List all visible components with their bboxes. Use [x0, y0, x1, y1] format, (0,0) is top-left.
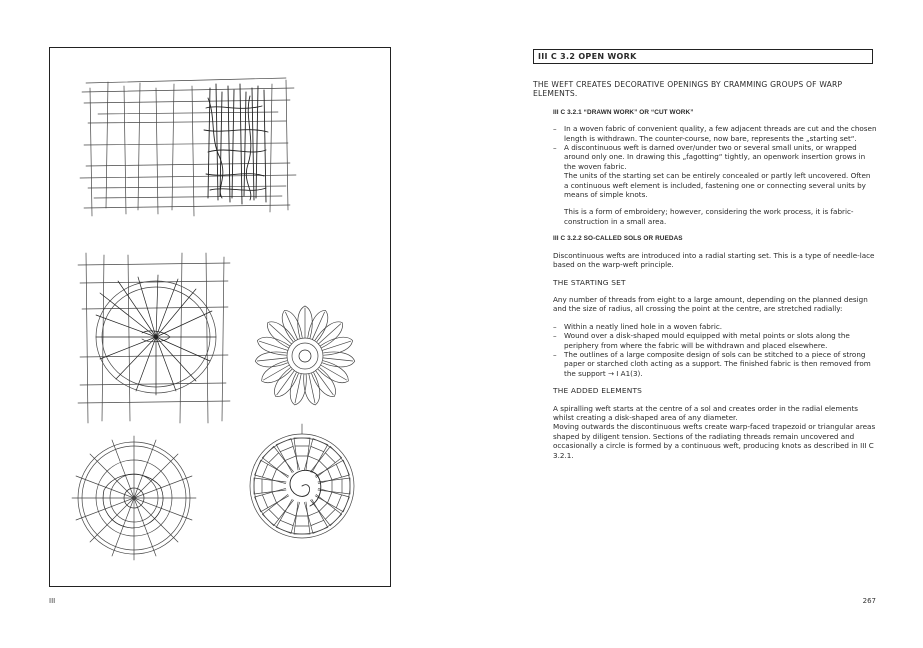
- list-item: – Within a neatly lined hole in a woven fabric.: [553, 322, 877, 331]
- list-item: – A discontinuous weft is darned over/under two or several small units, or wrapped around only one. In drawing this „fagotting“ tightly, an openwork insertion grows in the woven fabric.: [553, 143, 877, 171]
- subsection-heading-drawn-work: III C 3.2.1 “DRAWN WORK” OR “CUT WORK”: [553, 108, 694, 116]
- sketch-drawn-work: [80, 78, 296, 216]
- added-elements-heading: THE ADDED ELEMENTS: [553, 386, 643, 396]
- subsection-heading-sols: III C 3.2.2 SO-CALLED SOLS OR RUEDAS: [553, 235, 683, 243]
- sketch-rosette: [255, 306, 356, 406]
- body-text: [533, 80, 877, 468]
- sketch-plate: [49, 47, 391, 587]
- drawn-work-note: This is a form of embroidery; however, considering the work process, it is fabric-construction in a small area.: [564, 207, 854, 226]
- added-elements-paragraph-2: Moving outwards the discontinuous wefts create warp-faced trapezoid or triangular areas shaped by diligent tension. Sections of the radiating threads remain uncovered and occasionally a circle is formed by a continuous weft, producing knots as described in III C 3.2.1.: [553, 422, 876, 460]
- page-number-left: III: [49, 597, 56, 605]
- indented-content: [533, 108, 877, 460]
- list-item: – Wound over a disk-shaped mould equipped with metal points or slots along the periphery from where the fabric will be withdrawn and placed elsewhere.: [553, 331, 877, 350]
- section-title: III C 3.2 OPEN WORK: [533, 49, 873, 64]
- page-number-right: 267: [862, 597, 876, 605]
- sketch-spiral-wheel: [250, 424, 354, 538]
- intro-statement: THE WEFT CREATES DECORATIVE OPENINGS BY CRAMMING GROUPS OF WARP ELEMENTS.: [533, 80, 843, 99]
- right-page: [462, 0, 923, 648]
- added-elements-paragraph-1: A spiralling weft starts at the centre of a sol and creates order in the radial elements whilst creating a disk-shaped area of any diameter.: [553, 403, 859, 422]
- list-item: – In a woven fabric of convenient quality, a few adjacent threads are cut and the chosen length is withdrawn. The counter-course, now bare, represents the „starting set“.: [553, 124, 877, 143]
- starting-set-heading: THE STARTING SET: [553, 277, 626, 287]
- sketch-illustration: [50, 48, 392, 588]
- starting-set-list: [553, 322, 877, 378]
- list-item: – The outlines of a large composite design of sols can be stitched to a piece of strong paper or starched cloth acting as a support. The finished fabric is then removed from the support → I A1(3).: [553, 350, 877, 378]
- starting-set-paragraph: Any number of threads from eight to a large amount, depending on the planned design and the size of radius, all crossing the point at the centre, are stretched radially:: [553, 294, 868, 314]
- drawn-work-list: [553, 124, 877, 171]
- sols-paragraph: Discontinuous wefts are introduced into a radial starting set. This is a type of needle-lace based on the warp-weft principle.: [553, 250, 875, 270]
- drawn-work-continuation: The units of the starting set can be entirely concealed or partly left uncovered. Often a continuous weft element is included, fastening one or connecting several units by means of simple knots.: [564, 171, 871, 200]
- sketch-spider-web: [72, 436, 196, 560]
- left-page: [0, 0, 461, 648]
- sketch-square-radial: [78, 253, 230, 423]
